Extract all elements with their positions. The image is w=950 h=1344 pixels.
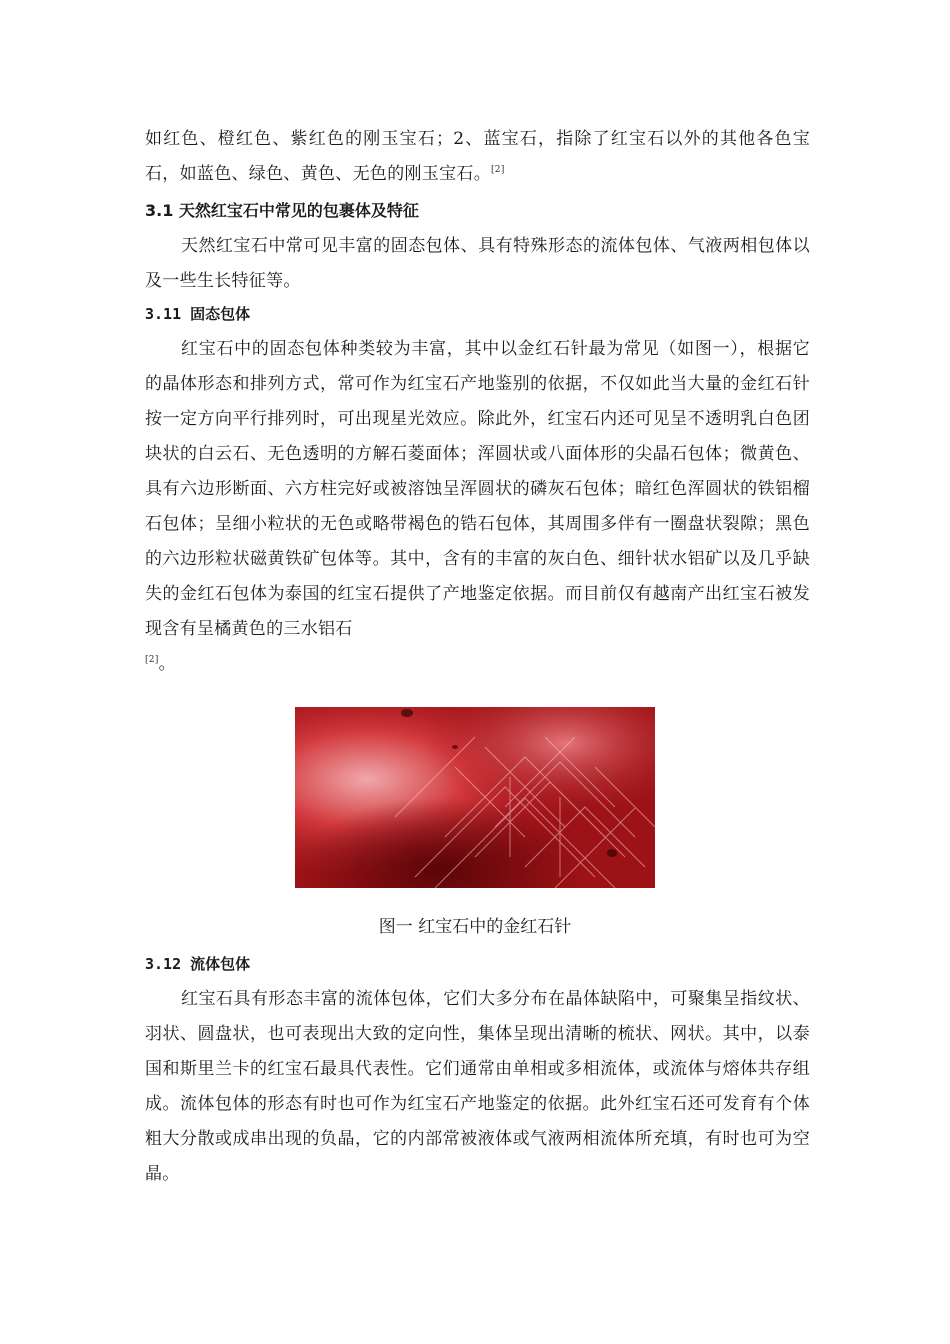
citation-ref: [2] [491, 165, 505, 175]
paragraph-inclusions-overview: 天然红宝石中常可见丰富的固态包体、具有特殊形态的流体包体、气液两相包体以及一些生长特征等。 [145, 236, 810, 291]
paragraph-text: 红宝石中的固态包体种类较为丰富，其中以金红石针最为常见（如图一），根据它的晶体形态和排列方式，常可作为红宝石产地鉴别的依据，不仅如此当大量的金红石针按一定方向平行排列时，可出现星光效应。除此外，红宝石内还可见呈不透明乳白色团块状的白云石、无色透明的方解石菱面体；浑圆状或八面体形的尖晶石包体；微黄色、具有六边形断面、六方柱完好或被溶蚀呈浑圆状的磷灰石包体；暗红色浑圆状的铁铝榴石包体；呈细小粒状的无色或略带褐色的锆石包体，其周围多伴有一圈盘状裂隙；黑色的六边形粒状磁黄铁矿包体等。其中，含有的丰富的灰白色、细针状水铝矿以及几乎缺失的金红石包体为泰国的红宝石提供了产地鉴定依据。而目前仅有越南产出红宝石被发现含有呈橘黄色的三水铝石 [145, 339, 810, 639]
paragraph-fluid-inclusions: 红宝石具有形态丰富的流体包体，它们大多分布在晶体缺陷中，可聚集呈指纹状、羽状、圆盘状，也可表现出大致的定向性，集体呈现出清晰的梳状、网状。其中，以泰国和斯里兰卡的红宝石最具代表性。它们通常由单相或多相流体，或流体与熔体共存组成。流体包体的形态有时也可作为红宝石产地鉴定的依据。此外红宝石还可发育有个体粗大分散或成串出现的负晶，它的内部常被液体或气液两相流体所充填，有时也可为空晶。 [145, 989, 810, 1184]
paragraph-solid-inclusions [145, 332, 810, 682]
section-heading-3-12: 3.12 流体包体 [145, 955, 251, 973]
paragraph-text: 如红色、橙红色、紫红色的刚玉宝石；2、蓝宝石，指除了红宝石以外的其他各色宝石，如蓝色、绿色、黄色、无色的刚玉宝石。 [145, 129, 810, 184]
paragraph-corundum-varieties [145, 122, 810, 192]
section-heading-3-1: 3.1 天然红宝石中常见的包裹体及特征 [145, 201, 419, 220]
section-heading-3-11: 3.11 固态包体 [145, 305, 251, 323]
paragraph-end-mark: 。 [158, 654, 176, 674]
figure-caption: 图一 红宝石中的金红石针 [378, 917, 572, 937]
rutile-needles-image [295, 707, 655, 888]
citation-ref: [2] [145, 655, 159, 665]
figure-rutile-needles-photo [295, 707, 655, 888]
